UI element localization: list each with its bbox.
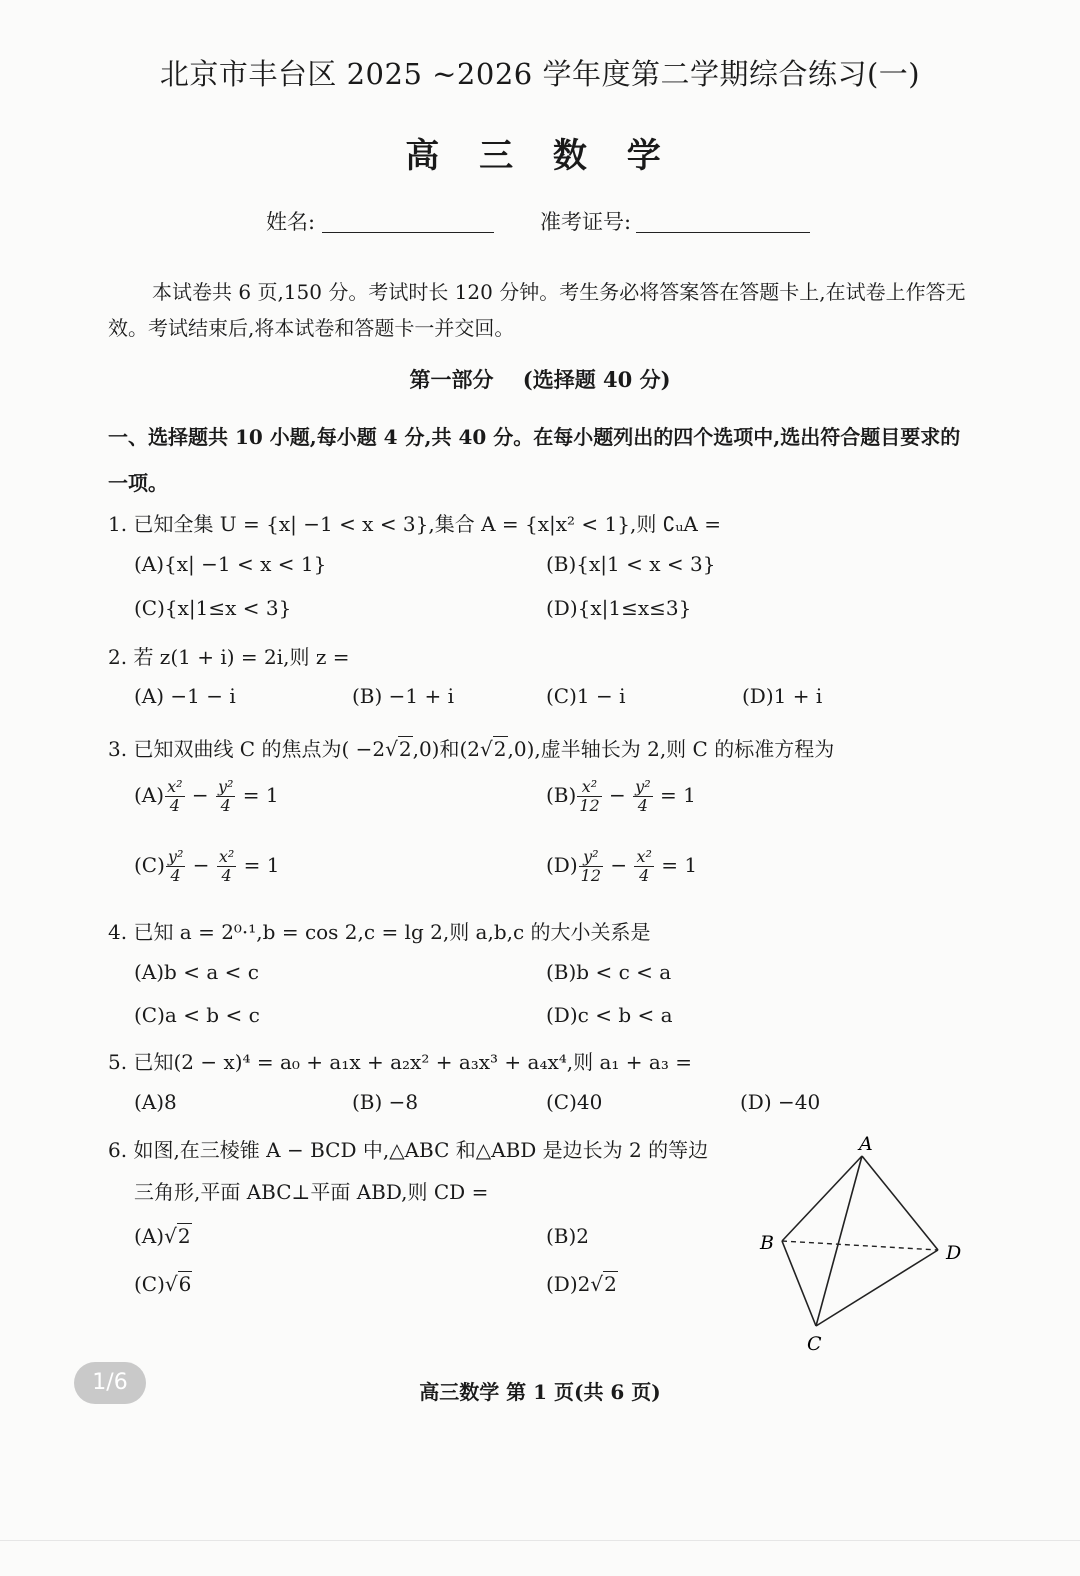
edge-bc [782, 1241, 816, 1326]
question-6-stem-line2: 三角形,平面 ABC⊥平面 ABD,则 CD = [134, 1180, 489, 1204]
q5-option-a[interactable]: (A)8 [134, 1090, 177, 1114]
question-4-stem: 4. 已知 a = 2⁰·¹,b = cos 2,c = lg 2,则 a,b,c 的大小关系是 [108, 920, 651, 944]
vertex-label-c: C [807, 1333, 822, 1355]
q3-sqrt-1: 2 [398, 737, 412, 761]
q3-stem-part: 3. 已知双曲线 C 的焦点为( −2 [108, 737, 386, 761]
q2-option-b[interactable]: (B) −1 + i [352, 684, 455, 708]
q4-option-b[interactable]: (B)b < c < a [546, 960, 672, 984]
q5-option-b[interactable]: (B) −8 [352, 1090, 419, 1114]
q6-option-b[interactable]: (B)2 [546, 1224, 590, 1248]
question-3-stem: 3. 已知双曲线 C 的焦点为( −2√2,0)和(2√2,0),虚半轴长为 2,则 C 的标准方程为 [108, 737, 835, 761]
q2-option-c[interactable]: (C)1 − i [546, 684, 626, 708]
part-subtitle: (选择题 40 分) [522, 367, 671, 392]
question-1-stem: 1. 已知全集 U = {x| −1 < x < 3},集合 A = {x|x² < 1},则 ∁ᵤA = [108, 512, 721, 536]
question-5-stem: 5. 已知(2 − x)⁴ = a₀ + a₁x + a₂x² + a₃x³ + a₄x⁴,则 a₁ + a₃ = [108, 1050, 692, 1074]
q6-option-c[interactable]: (C)√6 [134, 1272, 192, 1296]
bottom-divider [0, 1540, 1080, 1541]
page-indicator-badge: 1/6 [74, 1362, 146, 1404]
id-label: 准考证号: [540, 210, 632, 234]
q2-option-d[interactable]: (D)1 + i [742, 684, 823, 708]
question-6-stem-line1: 6. 如图,在三棱锥 A − BCD 中,△ABC 和△ABD 是边长为 2 的等边 [108, 1138, 709, 1162]
section-heading: 一、选择题共 10 小题,每小题 4 分,共 40 分。在每小题列出的四个选项中,选出符合题目要求的一项。 [108, 425, 961, 495]
page-footer: 高三数学 第 1 页(共 6 页) [419, 1380, 661, 1404]
exam-notice: 本试卷共 6 页,150 分。考试时长 120 分钟。考生务必将答案答在答题卡上,在试卷上作答无效。考试结束后,将本试卷和答题卡一并交回。 [108, 280, 966, 340]
q4-option-c[interactable]: (C)a < b < c [134, 1003, 260, 1027]
part-title: 第一部分 [409, 367, 494, 392]
q3-stem-part: ,0),虚半轴长为 2,则 C 的标准方程为 [507, 737, 835, 761]
q3-option-c[interactable]: (C) $\frac{\text{y²}}{4}$ − $\frac{\text{x²}}{4}$ = 1 [134, 847, 280, 885]
q6-option-a[interactable]: (A)√2 [134, 1224, 191, 1248]
q1-option-b[interactable]: (B){x|1 < x < 3} [546, 552, 716, 576]
q3-option-b[interactable]: (B) $\frac{\text{x²}}{12}$ − $\frac{\text{y²}}{4}$ = 1 [546, 777, 696, 815]
edge-ad [862, 1156, 938, 1250]
q3-sqrt-2: 2 [493, 737, 507, 761]
vertex-label-d: D [946, 1242, 962, 1264]
q4-option-d[interactable]: (D)c < b < a [546, 1003, 673, 1027]
q4-option-a[interactable]: (A)b < a < c [134, 960, 259, 984]
q5-option-c[interactable]: (C)40 [546, 1090, 603, 1114]
q5-option-d[interactable]: (D) −40 [740, 1090, 821, 1114]
vertex-label-a: A [859, 1133, 873, 1155]
name-field[interactable] [322, 232, 494, 233]
name-label: 姓名: [266, 210, 316, 234]
subject-title: 高 三 数 学 [405, 136, 675, 176]
id-field[interactable] [636, 232, 810, 233]
question-2-stem: 2. 若 z(1 + i) = 2i,则 z = [108, 645, 350, 669]
edge-bd-hidden [782, 1241, 938, 1250]
vertex-label-b: B [760, 1232, 774, 1254]
q3-option-d[interactable]: (D) $\frac{\text{y²}}{12}$ − $\frac{\text{x²}}{4}$ = 1 [546, 847, 698, 885]
q1-option-a[interactable]: (A){x| −1 < x < 1} [134, 552, 327, 576]
q3-stem-part: ,0)和(2 [412, 737, 481, 761]
q2-option-a[interactable]: (A) −1 − i [134, 684, 236, 708]
pyramid-figure [748, 1128, 978, 1358]
q3-option-a[interactable]: (A) $\frac{\text{x²}}{4}$ − $\frac{\text{y²}}{4}$ = 1 [134, 777, 279, 815]
q1-option-c[interactable]: (C){x|1≤x < 3} [134, 596, 292, 620]
q1-option-d[interactable]: (D){x|1≤x≤3} [546, 596, 692, 620]
q6-option-d[interactable]: (D)2√2 [546, 1272, 617, 1296]
part-heading [0, 364, 1080, 394]
exam-title: 北京市丰台区 2025 ~2026 学年度第二学期综合练习(一) [159, 57, 921, 91]
